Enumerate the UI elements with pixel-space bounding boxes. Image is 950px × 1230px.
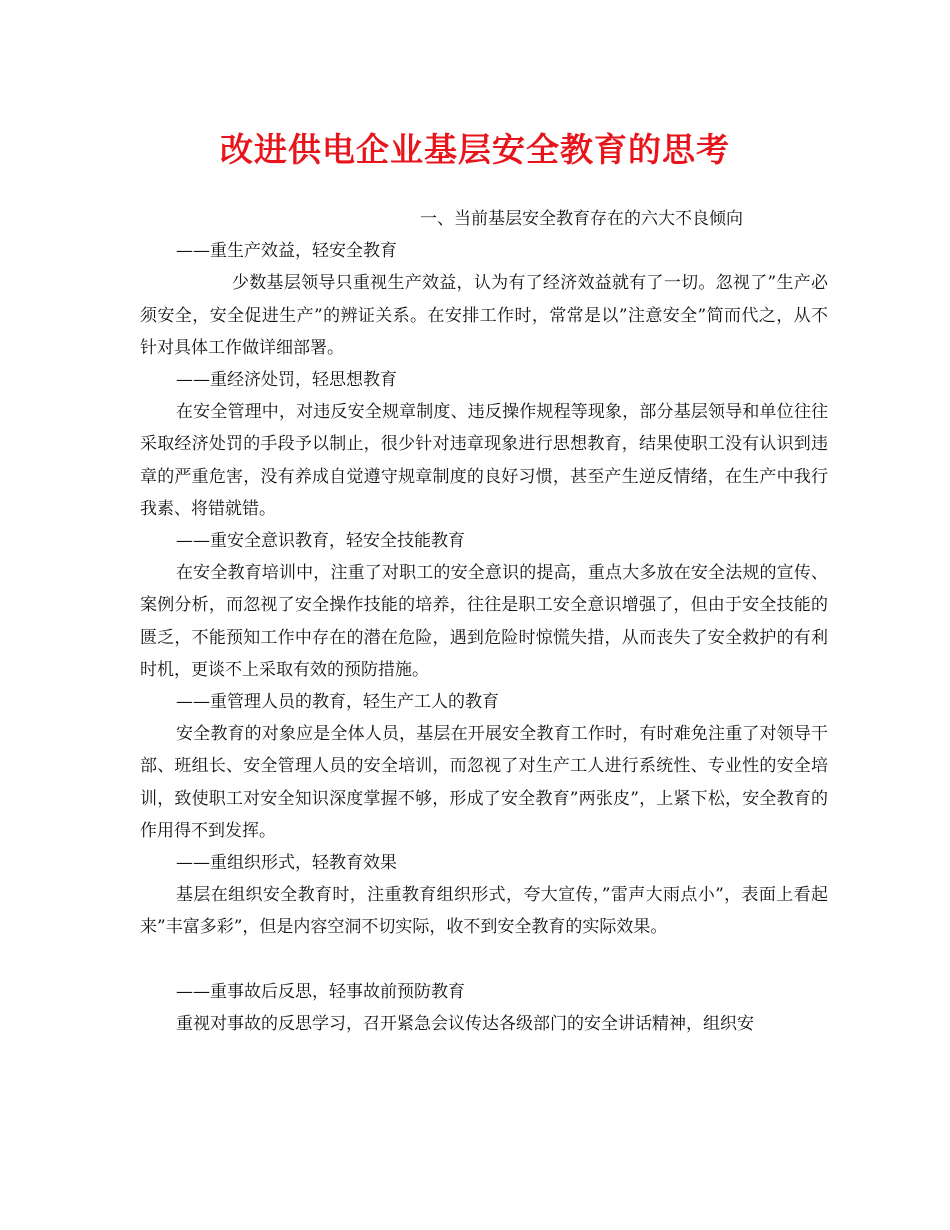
paragraph-3: 在安全教育培训中，注重了对职工的安全意识的提高，重点大多放在安全法规的宣传、案例分析，而忽视了安全操作技能的培养，往往是职工安全意识增强了，但由于安全技能的匮乏，不能预知工作中存在的潜在危险，遇到危险时惊慌失措，从而丧失了安全救护的有利时机，更谈不上采取有效的预防措施。 bbox=[140, 563, 828, 680]
subheading-1: ——重生产效益，轻安全教育 bbox=[176, 241, 397, 262]
paragraph-1: 少数基层领导只重视生产效益，认为有了经济效益就有了一切。忽视了”生产必须安全，安全促进生产”的辨证关系。在安排工作时，常常是以”注意安全”简而代之，从不针对具体工作做详细部署。 bbox=[140, 273, 828, 358]
subheading-6: ——重事故后反思，轻事故前预防教育 bbox=[176, 981, 465, 1002]
blank-line bbox=[140, 944, 828, 976]
paragraph-6: 重视对事故的反思学习，召开紧急会议传达各级部门的安全讲话精神，组织安 bbox=[176, 1013, 754, 1034]
paragraph-5: 基层在组织安全教育时，注重教育组织形式，夸大宣传，”雷声大雨点小”，表面上看起来”丰富多彩”，但是内容空洞不切实际，收不到安全教育的实际效果。 bbox=[140, 885, 828, 938]
document-body bbox=[140, 203, 828, 1040]
subheading-4: ——重管理人员的教育，轻生产工人的教育 bbox=[176, 692, 499, 713]
document-title: 改进供电企业基层安全教育的思考 bbox=[220, 130, 730, 169]
paragraph-2: 在安全管理中，对违反安全规章制度、违反操作规程等现象，部分基层领导和单位往往采取经济处罚的手段予以制止，很少针对违章现象进行思想教育，结果使职工没有认识到违章的严重危害，没有养成自觉遵守规章制度的良好习惯，甚至产生逆反情绪，在生产中我行我素、将错就错。 bbox=[140, 402, 828, 519]
paragraph-4: 安全教育的对象应是全体人员，基层在开展安全教育工作时，有时难免注重了对领导干部、班组长、安全管理人员的安全培训，而忽视了对生产工人进行系统性、专业性的安全培训，致使职工对安全知识深度掌握不够，形成了安全教育”两张皮”，上紧下松，安全教育的作用得不到发挥。 bbox=[140, 724, 828, 841]
section-heading: 一、当前基层安全教育存在的六大不良倾向 bbox=[420, 209, 743, 229]
subheading-3: ——重安全意识教育，轻安全技能教育 bbox=[176, 531, 465, 552]
subheading-2: ——重经济处罚，轻思想教育 bbox=[176, 370, 397, 391]
subheading-5: ——重组织形式，轻教育效果 bbox=[176, 853, 397, 874]
